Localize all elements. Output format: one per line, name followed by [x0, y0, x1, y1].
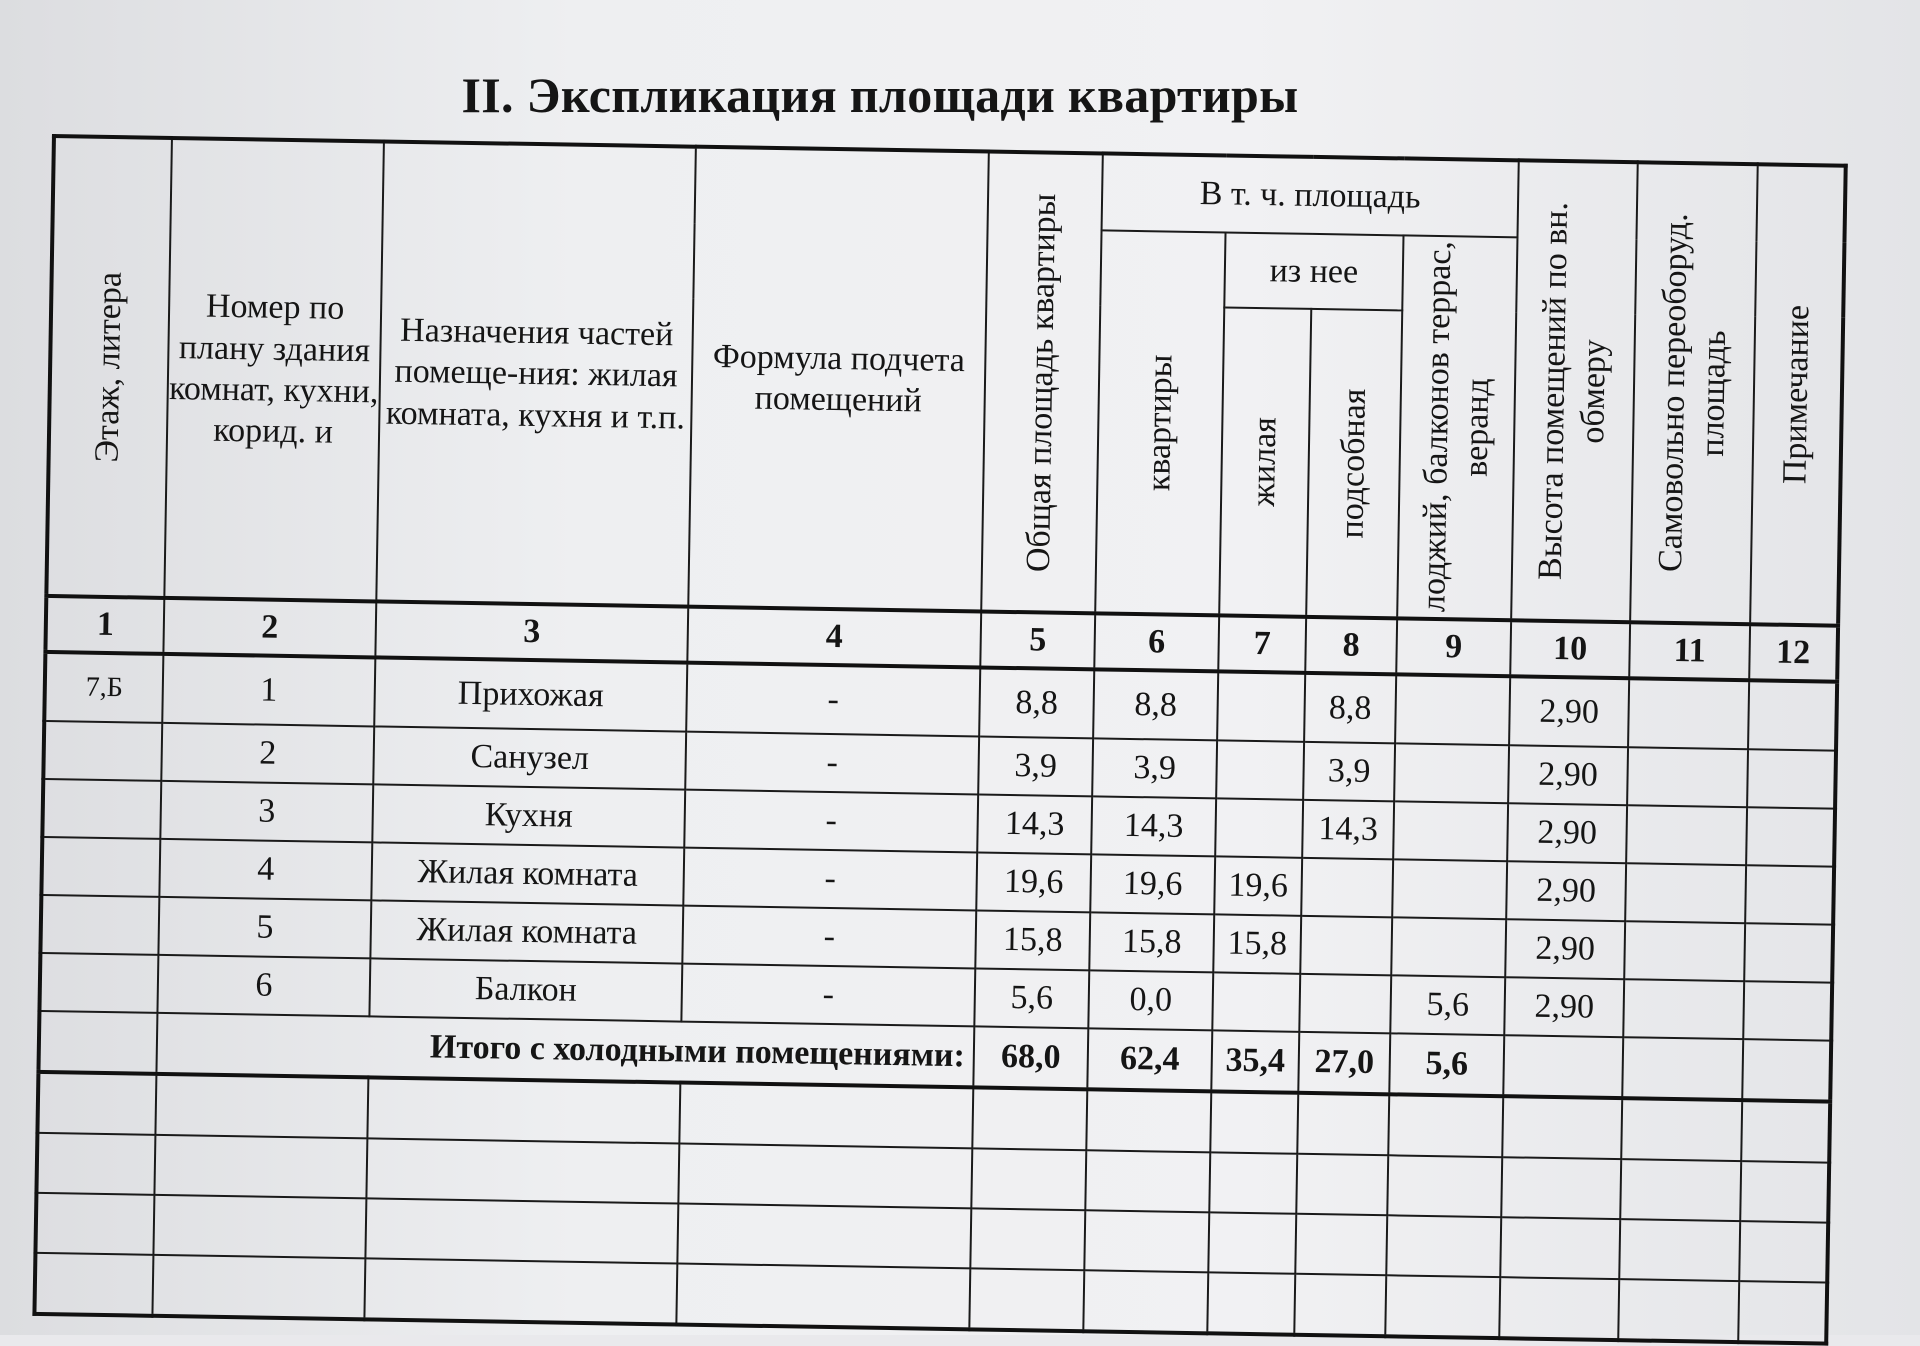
- header-unauthorized: Самовольно переоборуд. площадь: [1630, 162, 1758, 624]
- cell-aux: 14,3: [1302, 800, 1394, 860]
- column-number: 10: [1510, 620, 1630, 678]
- totals-living: 35,4: [1211, 1030, 1299, 1092]
- cell-apt: 0,0: [1088, 970, 1213, 1030]
- cell-unauth: [1624, 921, 1745, 981]
- cell-balcony: [1391, 917, 1506, 977]
- cell-formula: -: [686, 663, 980, 737]
- cell-total: 14,3: [977, 794, 1092, 854]
- cell-unauth: [1623, 979, 1744, 1039]
- column-number: 3: [375, 601, 688, 662]
- header-aux-area: подсобная: [1306, 309, 1402, 618]
- cell-height: 2,90: [1508, 745, 1628, 805]
- cell-name: Прихожая: [374, 657, 687, 731]
- cell-num: 3: [160, 781, 373, 843]
- cell-total: 19,6: [976, 852, 1091, 912]
- cell-aux: [1300, 916, 1392, 976]
- cell-living: [1217, 671, 1305, 741]
- header-plan-number: Номер по плану здания комнат, кухни, корид. и: [164, 138, 384, 601]
- column-number: 6: [1094, 613, 1219, 671]
- cell-unauth: [1627, 747, 1748, 807]
- cell-floor: [43, 721, 162, 781]
- cell-num: 5: [158, 897, 371, 959]
- cell-total: 15,8: [975, 910, 1090, 970]
- cell-unauth: [1628, 678, 1749, 749]
- cell-formula: -: [682, 906, 976, 969]
- cell-apt: 19,6: [1090, 854, 1215, 914]
- cell-height: 2,90: [1504, 977, 1624, 1037]
- column-number: 4: [687, 607, 981, 668]
- cell-note: [1748, 680, 1837, 750]
- cell-height: 2,90: [1506, 861, 1626, 921]
- cell-note: [1747, 749, 1836, 808]
- cell-note: [1746, 807, 1835, 866]
- cell-formula: -: [685, 732, 979, 795]
- cell-apt: 8,8: [1093, 669, 1218, 740]
- cell-formula: -: [684, 790, 978, 853]
- column-number: 1: [45, 596, 164, 654]
- totals-empty-cell: [1503, 1035, 1623, 1098]
- header-group-area: В т. ч. площадь: [1102, 153, 1519, 237]
- cell-height: 2,90: [1505, 919, 1625, 979]
- header-group-of-it: из нее: [1224, 232, 1403, 310]
- cell-aux: 3,9: [1303, 742, 1395, 802]
- cell-floor: [42, 779, 161, 839]
- cell-note: [1744, 923, 1833, 982]
- cell-balcony: [1394, 743, 1509, 803]
- cell-aux: [1301, 858, 1393, 918]
- totals-balcony: 5,6: [1389, 1033, 1504, 1096]
- cell-num: 2: [161, 723, 374, 785]
- cell-total: 3,9: [978, 736, 1093, 796]
- cell-floor: [40, 895, 159, 955]
- cell-apt: 14,3: [1091, 796, 1216, 856]
- column-number: 7: [1218, 615, 1306, 672]
- cell-num: 4: [159, 839, 372, 901]
- cell-aux: [1299, 974, 1391, 1034]
- column-number: 8: [1305, 617, 1397, 675]
- header-balcony-area: лоджий, балконов террас, веранд: [1397, 235, 1517, 620]
- totals-label: Итого с холодными помещениями:: [156, 1013, 974, 1088]
- cell-height: 2,90: [1509, 676, 1629, 747]
- totals-empty-cell: [38, 1011, 157, 1074]
- header-formula: Формула подчета помещений: [688, 147, 989, 612]
- totals-empty-cell: [1622, 1037, 1743, 1100]
- cell-living: [1212, 972, 1300, 1031]
- header-purpose: Назначения частей помеще-ния: жилая комната, кухня и т.п.: [376, 142, 696, 607]
- header-height: Высота помещений по вн. обмеру: [1511, 160, 1638, 622]
- cell-aux: 8,8: [1304, 673, 1396, 743]
- cell-note: [1745, 865, 1834, 924]
- totals-empty-cell: [1742, 1039, 1831, 1101]
- cell-balcony: 5,6: [1390, 975, 1505, 1035]
- cell-apt: 3,9: [1092, 738, 1217, 798]
- cell-floor: [41, 837, 160, 897]
- cell-living: [1215, 798, 1303, 857]
- cell-formula: -: [681, 964, 975, 1027]
- cell-floor: 7,Б: [44, 652, 163, 723]
- cell-name: Санузел: [373, 726, 686, 789]
- header-floor: Этаж, литера: [46, 136, 172, 598]
- header-apartment-area: квартиры: [1095, 230, 1225, 615]
- column-number: 2: [163, 598, 376, 658]
- cell-unauth: [1626, 805, 1747, 865]
- column-number: 11: [1629, 622, 1750, 680]
- cell-name: Кухня: [372, 784, 685, 847]
- cell-num: 1: [162, 654, 375, 727]
- cell-balcony: [1393, 801, 1508, 861]
- column-number: 12: [1749, 624, 1838, 681]
- column-number: 5: [980, 611, 1095, 669]
- cell-total: 8,8: [979, 667, 1094, 738]
- totals-total: 68,0: [973, 1026, 1088, 1089]
- cell-num: 6: [157, 955, 370, 1017]
- totals-apt: 62,4: [1087, 1028, 1212, 1091]
- cell-name: Жилая комната: [371, 842, 684, 905]
- explication-sheet: [32, 134, 1847, 1346]
- cell-height: 2,90: [1507, 803, 1627, 863]
- cell-living: [1216, 740, 1304, 799]
- cell-formula: -: [683, 848, 977, 911]
- cell-total: 5,6: [974, 968, 1089, 1028]
- cell-unauth: [1625, 863, 1746, 923]
- cell-living: 19,6: [1214, 856, 1302, 915]
- totals-aux: 27,0: [1298, 1032, 1390, 1095]
- cell-balcony: [1392, 859, 1507, 919]
- explication-table: [32, 134, 1847, 1346]
- document-title: II. Экспликация площади квартиры: [461, 67, 1299, 123]
- header-note: Примечание: [1750, 164, 1846, 625]
- cell-floor: [39, 953, 158, 1013]
- cell-name: Жилая комната: [370, 900, 683, 963]
- cell-apt: 15,8: [1089, 912, 1214, 972]
- cell-balcony: [1395, 674, 1510, 745]
- header-total-area: Общая площадь квартиры: [981, 152, 1103, 614]
- cell-living: 15,8: [1213, 914, 1301, 973]
- cell-note: [1743, 981, 1832, 1040]
- cell-name: Балкон: [369, 958, 682, 1021]
- column-number: 9: [1396, 618, 1511, 676]
- header-living-area: жилая: [1219, 308, 1311, 617]
- header-row-1: [53, 136, 1846, 243]
